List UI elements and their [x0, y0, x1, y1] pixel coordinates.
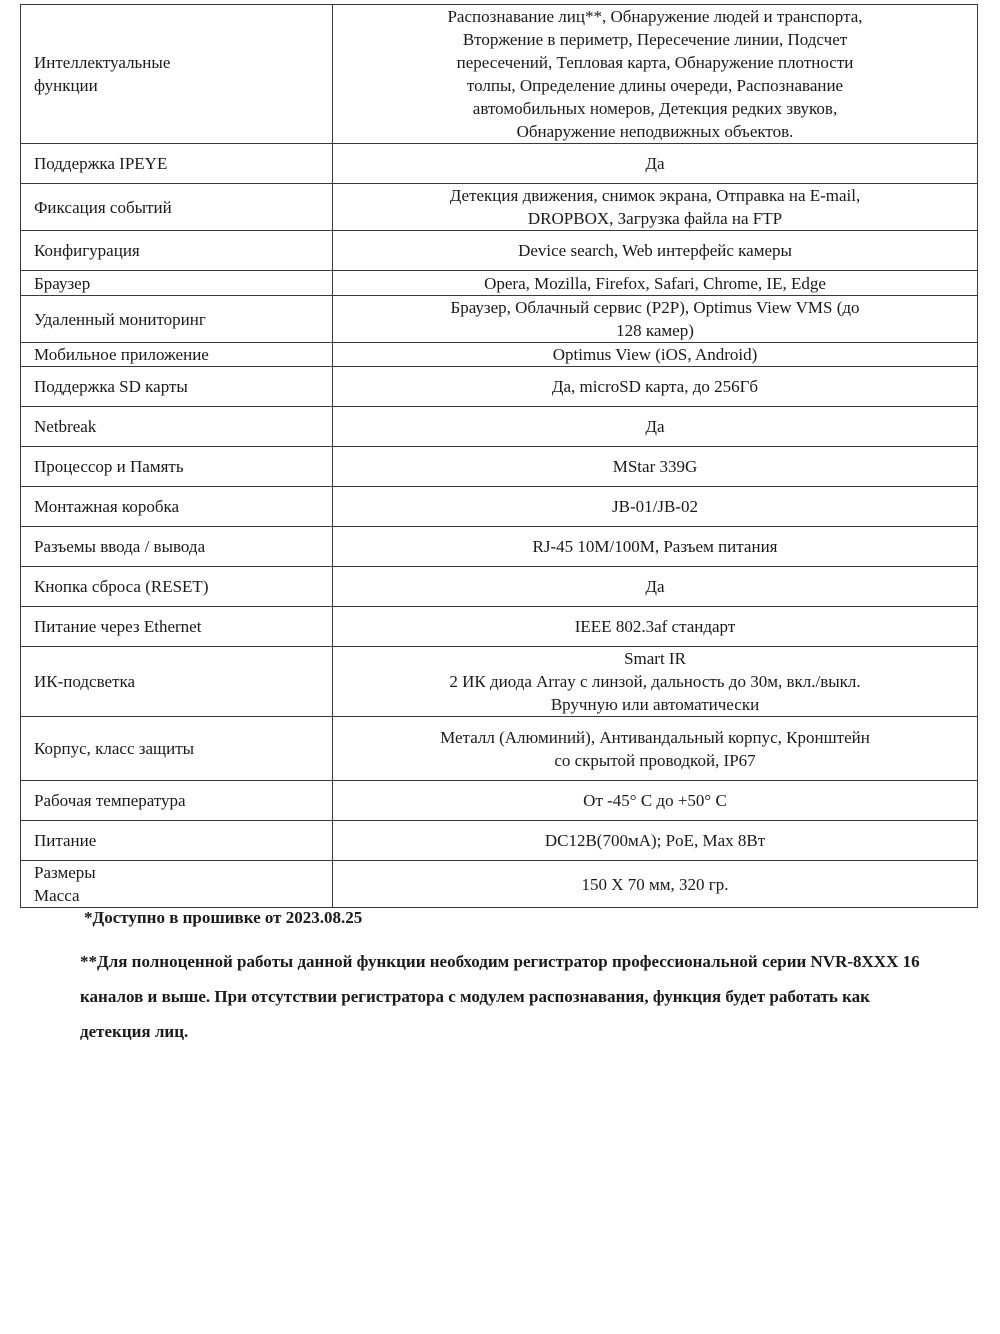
spec-label-line: Netbreak [34, 417, 97, 436]
spec-label-line: Удаленный мониторинг [34, 309, 206, 329]
spec-label-line: Мобильное приложение [34, 345, 209, 364]
spec-label [21, 144, 333, 184]
spec-label [21, 527, 333, 567]
spec-value-line: Да [645, 577, 665, 596]
spec-value [333, 647, 978, 717]
spec-label [21, 781, 333, 821]
spec-value-line: автомобильных номеров, Детекция редких звуков, [472, 99, 838, 118]
spec-value [333, 781, 978, 821]
spec-row [21, 296, 978, 343]
spec-label [21, 567, 333, 607]
spec-value-line: Да [645, 154, 665, 173]
spec-value-line: Smart IR [624, 649, 686, 668]
spec-row [21, 367, 978, 407]
spec-value-line: JB-01/JB-02 [612, 497, 698, 516]
spec-label [21, 447, 333, 487]
spec-value-line: толпы, Определение длины очереди, Распознавание [466, 76, 844, 95]
spec-row [21, 271, 978, 296]
spec-label-line: Монтажная коробка [34, 497, 180, 516]
footnote-nvr-requirement: **Для полноценной работы данной функции необходим регистратор профессиональной серии NVR-8XXX 16 каналов и выше. При отсутствии регистратора с модулем распознавания, функция будет работать как детекция лиц. [80, 952, 920, 1041]
spec-label [21, 487, 333, 527]
spec-value [333, 717, 978, 781]
spec-value [333, 296, 978, 343]
spec-label [21, 231, 333, 271]
spec-label-line: Разъемы ввода / вывода [34, 537, 206, 556]
spec-label [21, 343, 333, 367]
spec-label-line: Поддержка SD карты [34, 377, 188, 396]
spec-label-line: Процессор и Память [34, 457, 184, 476]
spec-row [21, 231, 978, 271]
spec-row [21, 607, 978, 647]
spec-row [21, 647, 978, 717]
spec-value [333, 407, 978, 447]
footnote-firmware: *Доступно в прошивке от 2023.08.25 [84, 908, 363, 927]
spec-table-body [21, 5, 978, 908]
spec-value [333, 367, 978, 407]
spec-value-line: Вторжение в периметр, Пересечение линии, Подсчет [462, 30, 848, 49]
spec-label-line: Конфигурация [34, 241, 140, 260]
spec-label [21, 607, 333, 647]
spec-value-line: DROPBOX, Загрузка файла на FTP [527, 209, 783, 228]
spec-value [333, 607, 978, 647]
spec-value [333, 144, 978, 184]
spec-value-line: Браузер, Облачный сервис (P2P), Optimus View VMS (до [450, 298, 860, 317]
spec-value-line: RJ-45 10M/100M, Разъем питания [532, 537, 778, 556]
spec-value-line: Optimus View (iOS, Android) [552, 345, 758, 364]
spec-label [21, 717, 333, 781]
spec-row [21, 487, 978, 527]
spec-value-line: Детекция движения, снимок экрана, Отправка на E-mail, [449, 186, 861, 205]
spec-table [20, 4, 978, 908]
spec-value-line: DC12В(700мА); PoE, Max 8Вт [544, 831, 766, 850]
spec-label [21, 271, 333, 296]
spec-label-line: Размеры [34, 863, 96, 882]
spec-row [21, 717, 978, 781]
spec-label-line: ИК-подсветка [34, 672, 136, 691]
spec-label [21, 821, 333, 861]
spec-value [333, 184, 978, 231]
spec-label [21, 861, 333, 908]
spec-row [21, 821, 978, 861]
spec-value [333, 447, 978, 487]
spec-value-line: Opera, Mozilla, Firefox, Safari, Chrome, IE, Edge [484, 273, 826, 293]
spec-value-line: От -45° С до +50° С [583, 791, 727, 810]
spec-value-line: Металл (Алюминий), Антивандальный корпус, Кронштейн [440, 727, 870, 747]
spec-value [333, 343, 978, 367]
spec-row [21, 781, 978, 821]
spec-row [21, 5, 978, 144]
spec-value-line: Да, microSD карта, до 256Гб [551, 377, 759, 396]
spec-label-line: Фиксация событий [34, 197, 172, 217]
spec-row [21, 343, 978, 367]
spec-label-line: Питание [34, 831, 97, 850]
spec-row [21, 447, 978, 487]
spec-label [21, 5, 333, 144]
spec-value-line: пересечений, Тепловая карта, Обнаружение плотности [456, 53, 854, 72]
spec-value [333, 527, 978, 567]
spec-label [21, 184, 333, 231]
spec-value-line: IEEE 802.3af стандарт [574, 617, 736, 636]
spec-label [21, 407, 333, 447]
spec-label-line: Интеллектуальные [34, 53, 171, 72]
spec-value-line: 2 ИК диода Array с линзой, дальность до 30м, вкл./выкл. [449, 672, 861, 691]
spec-label-line: Питание через Ethernet [34, 617, 202, 636]
spec-value-line: 150 X 70 мм, 320 гр. [581, 874, 729, 894]
spec-row [21, 407, 978, 447]
spec-value [333, 231, 978, 271]
spec-label [21, 296, 333, 343]
spec-value-line: Вручную или автоматически [550, 695, 760, 714]
spec-value-line: 128 камер) [616, 321, 694, 340]
spec-row [21, 861, 978, 908]
spec-value [333, 821, 978, 861]
spec-row [21, 144, 978, 184]
spec-label-line: Кнопка сброса (RESET) [34, 577, 209, 596]
spec-value [333, 861, 978, 908]
spec-label-line: Рабочая температура [34, 791, 186, 810]
spec-value [333, 487, 978, 527]
spec-value-line: Да [645, 417, 665, 436]
spec-label-line: Масса [34, 886, 80, 905]
spec-value [333, 271, 978, 296]
spec-value-line: Распознавание лиц**, Обнаружение людей и транспорта, [447, 7, 863, 26]
spec-label-line: функции [34, 76, 98, 95]
spec-label-line: Браузер [34, 273, 91, 293]
spec-value-line: Обнаружение неподвижных объектов. [516, 122, 794, 141]
spec-label [21, 367, 333, 407]
spec-value-line: MStar 339G [612, 457, 698, 476]
spec-value [333, 5, 978, 144]
spec-label-line: Поддержка IPEYE [34, 154, 168, 173]
spec-row [21, 184, 978, 231]
spec-row [21, 527, 978, 567]
spec-row [21, 567, 978, 607]
spec-label-line: Корпус, класс защиты [34, 739, 195, 758]
spec-value-line: Device search, Web интерфейс камеры [518, 241, 792, 260]
spec-value [333, 567, 978, 607]
spec-label [21, 647, 333, 717]
spec-value-line: со скрытой проводкой, IP67 [554, 750, 756, 770]
